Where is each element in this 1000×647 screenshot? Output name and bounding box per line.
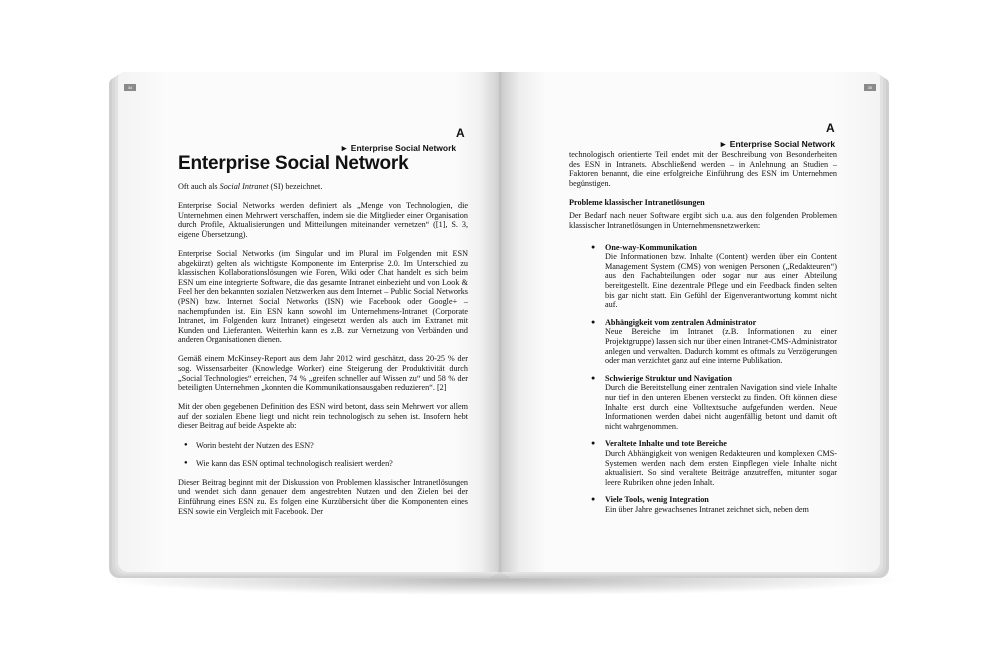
intro-term: Social Intranet	[219, 182, 269, 191]
problem-text: Durch die Bereitstellung einer zentralen Navigation sind viele Inhalte nur tief in den unteren Ebenen versteckt zu finden. Oft können diese Inhalte erst durch eine Volltextsuche aufgefunden werden. Neue Informationen werden dabei nicht augenfällig betont und damit oft nicht wahrgenommen.	[605, 383, 837, 431]
closing-paragraph: Dieser Beitrag beginnt mit der Diskussion von Problemen klassischer Intranetlösungen und wendet sich dann genauer dem angestrebten Nutzen und den Zielen bei der Einführung eines ESN zu. Es folgen eine Kurzübersicht über die Komponenten eines ESN sowie ein Vergleich mit Facebook. Der	[178, 477, 468, 516]
bullet-icon: ●	[591, 373, 596, 382]
question-list	[178, 441, 468, 469]
body-paragraph: Enterprise Social Networks werden definiert als „Menge von Technologien, die Unternehmen einen Mehrwert verschaffen, indem sie die Mitglieder einer Organisation durch Profile, Aktualisierungen und Mitteilungen miteinander vernetzen“ ([1], S. 3, eigene Übersetzung).	[178, 201, 468, 239]
problem-title: Veraltete Inhalte und tote Bereiche	[605, 439, 727, 449]
problem-title: Schwierige Struktur und Navigation	[605, 373, 732, 383]
problem-text: Ein über Jahre gewachsenes Intranet zeichnet sich, neben dem	[605, 504, 809, 514]
problem-text: Die Informationen bzw. Inhalte (Content) werden über ein Content Management System (CMS) von wenigen Personen („Redakteuren“) aus den Fachabteilungen oder sogar nur aus einer Abteilung bereitgestellt. Eine dezentrale Pflege und ein Feedback finden selten bis gar nicht statt. Ein Gefühl der Eigenverantwortung kommt nicht auf.	[605, 252, 837, 310]
right-page-number: 35	[864, 84, 876, 91]
problem-title: Abhängigkeit vom zentralen Administrator	[605, 317, 757, 327]
problem-item	[591, 318, 837, 366]
left-section-header: ► Enterprise Social Network	[340, 143, 457, 153]
body-paragraph: Enterprise Social Networks (im Singular und im Plural im Folgenden mit ESN abgekürzt) gelten als wichtigste Komponente im Enterprise 2.0. Im Unterschied zu klassischen Kollaborationslösungen wie Foren, Wiki oder Chat handelt es sich beim ESN um eine integrierte Software, die das gesamte Intranet einbezieht und von Look & Feel her den bekannten sozialen Netzwerken aus dem Internet – Public Social Networks (PSN) bzw. Internet Social Networks (ISN) wie Facebook oder Google+ – nachempfunden ist. Ein ESN kann sowohl im Unternehmens-Intranet (Corporate Intranet, im Folgenden kurz Intranet) eingesetzt werden als auch im Extranet mit Kunden und Lieferanten. Weiterhin kann es z.B. zur Vernetzung von Verbänden und anderen Organisationen dienen.	[178, 248, 468, 345]
problem-title: One-way-Kommunikation	[605, 242, 697, 252]
list-item: ● Worin besteht der Nutzen des ESN?	[178, 441, 468, 451]
bullet-icon: ●	[591, 242, 596, 251]
problem-text: Neue Bereiche im Intranet (z.B. Informationen zu einer Projektgruppe) lassen sich nur über einen Intranet-CMS-Administrator anlegen und verwalten. Dadurch kommt es oftmals zu Verzögerungen oder man verzichtet ganz auf eine interne Publikation.	[605, 327, 837, 366]
problem-item	[591, 374, 837, 432]
bullet-icon: ●	[591, 317, 596, 326]
left-page-number: 34	[124, 84, 136, 91]
problem-list	[569, 243, 837, 515]
lead-paragraph: Der Bedarf nach neuer Software ergibt sich u.a. aus den folgenden Problemen klassischer Intranetlösungen in Unternehmensnetzwerken:	[569, 211, 837, 231]
bullet-icon: ●	[591, 439, 596, 448]
right-section-header: ► Enterprise Social Network	[719, 139, 836, 149]
list-item: ● Wie kann das ESN optimal technologisch realisiert werden?	[178, 459, 468, 469]
continuation-paragraph: technologisch orientierte Teil endet mit der Beschreibung von Besonderheiten des ESN in Intranets. Abschließend werden – in Anlehnung an Studien – Faktoren benannt, die eine erfolgreiche Einführung des ESN im Unternehmen begünstigen.	[569, 150, 837, 188]
right-chapter-letter: A	[826, 121, 835, 135]
right-body	[569, 150, 837, 523]
intro-paragraph: Oft auch als Social Intranet (SI) bezeichnet.	[178, 182, 323, 191]
problem-title: Viele Tools, wenig Integration	[605, 495, 709, 505]
body-paragraph: Mit der oben gegebenen Definition des ESN wird betont, dass sein Mehrwert vor allem auf der sozialen Ebene liegt und nicht rein technologisch zu sehen ist. Insofern hebt dieser Beitrag auf beide Aspekte ab:	[178, 402, 468, 431]
article-title: Enterprise Social Network	[178, 153, 409, 174]
problem-item	[591, 495, 837, 514]
book-gutter	[480, 72, 520, 572]
left-chapter-letter: A	[456, 126, 465, 140]
left-body	[178, 182, 468, 516]
subheading: Probleme klassischer Intranetlösungen	[569, 197, 705, 207]
problem-text: Durch Abhängigkeit von wenigen Redakteuren und komplexen CMS-Systemen werden nach dem ersten Einpflegen viele Inhalte nicht aktualisiert. So sind veraltete Beiträge anzutreffen, mitunter sogar leere Rubriken ohne jeden Inhalt.	[605, 448, 837, 487]
problem-item	[591, 243, 837, 310]
body-paragraph: Gemäß einem McKinsey-Report aus dem Jahr 2012 wird geschätzt, dass 20-25 % der sog. Wissensarbeiter (Knowledge Worker) eine Steigerung der Produktivität durch „Social Technologies“ erreichen, 74 % „greifen schneller auf Wissen zu“ und 58 % der beteiligten Unternehmen „konnten die Kommunikationsausgaben reduzieren“. [2]	[178, 354, 468, 393]
problem-item	[591, 439, 837, 487]
bullet-icon: ●	[591, 495, 596, 504]
